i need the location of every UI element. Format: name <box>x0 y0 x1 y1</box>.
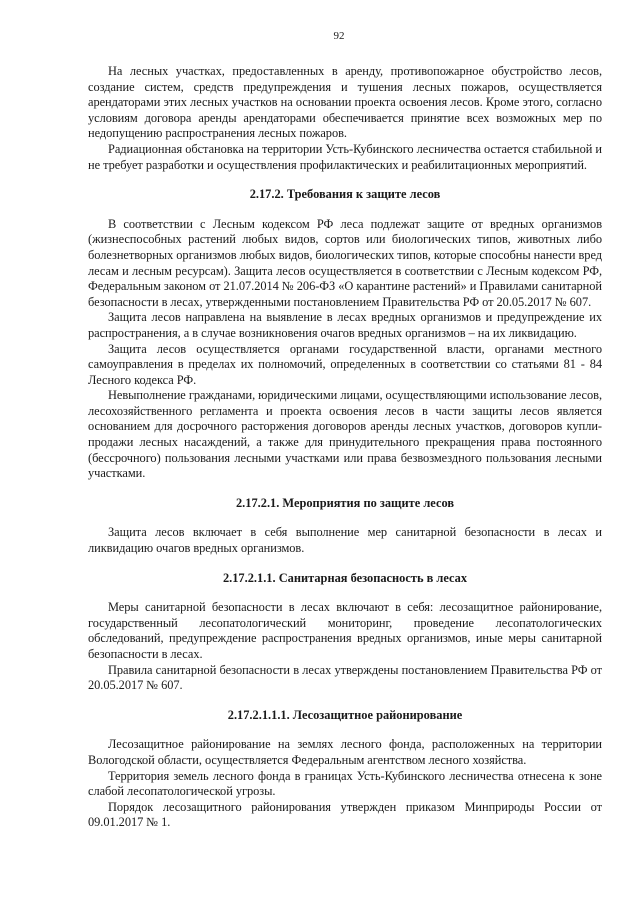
paragraph-forest-code: В соответствии с Лесным кодексом РФ леса подлежат защите от вредных организмов (жизнеспособных растений любых видов, сортов или биологических типов, животных либо болезнетворных организмов любых видов, биологических типов, которые способны нанести вред лесам и лесным ресурсам). Защита лесов осуществляется в соответствии с Лесным кодексом РФ, Федеральным законом от 21.07.2014 № 206-ФЗ «О карантине растений» и Правилами санитарной безопасности в лесах, утвержденными постановлением Правительства РФ от 20.05.2017 № 607. <box>88 216 602 309</box>
paragraph-protection-aim: Защита лесов направлена на выявление в лесах вредных организмов и предупреждение их распространения, а в случае возникновения очагов вредных организмов – на их ликвидацию. <box>88 310 602 340</box>
paragraph-sanitary-measures: Меры санитарной безопасности в лесах включают в себя: лесозащитное районирование, государственный лесопатологический мониторинг, проведение лесопатологических обследований, предупреждение распространения вредных организмов, иные меры санитарной безопасности в лесах. <box>88 600 602 661</box>
paragraph-lease-fire-safety: На лесных участках, предоставленных в аренду, противопожарное обустройство лесов, создание систем, средств предупреждения и тушения лесных пожаров, осуществляется арендаторами этих лесных участков на основании проекта освоения лесов. Кроме этого, согласно условиям договора аренды арендаторами обеспечивается принятие всех возможных мер по недопущению распространения лесных пожаров. <box>88 64 602 141</box>
paragraph-authorities: Защита лесов осуществляется органами государственной власти, органами местного самоуправления в пределах их полномочий, определенных в соответствии со статьями 81 - 84 Лесного кодекса РФ. <box>88 341 602 387</box>
paragraph-threat-zone: Территория земель лесного фонда в границах Усть-Кубинского лесничества отнесена к зоне слабой лесопатологической угрозы. <box>88 768 602 799</box>
paragraph-zoning-agency: Лесозащитное районирование на землях лесного фонда, расположенных на территории Вологодской области, осуществляется Федеральным агентством лесного хозяйства. <box>88 737 602 767</box>
heading-protection-measures: 2.17.2.1. Мероприятия по защите лесов <box>235 495 455 510</box>
heading-forest-zoning: 2.17.2.1.1.1. Лесозащитное районирование <box>227 707 463 722</box>
page-number: 92 <box>333 30 345 42</box>
paragraph-non-compliance: Невыполнение гражданами, юридическими лицами, осуществляющими использование лесов, лесохозяйственного регламента и проекта освоения лесов в части защиты лесов является основанием для досрочного расторжения договоров аренды лесных участков, договоров купли-продажи лесных насаждений, а также для принудительного прекращения права постоянного (бессрочного) пользования лесными участками или права безвозмездного пользования лесными участками. <box>88 388 602 481</box>
heading-forest-protection-requirements: 2.17.2. Требования к защите лесов <box>249 187 441 202</box>
paragraph-radiation: Радиационная обстановка на территории Усть-Кубинского лесничества остается стабильной и не требует разработки и осуществления профилактических и реабилитационных мероприятий. <box>88 141 602 172</box>
heading-sanitary-safety: 2.17.2.1.1. Санитарная безопасность в лесах <box>222 570 468 585</box>
paragraph-protection-includes: Защита лесов включает в себя выполнение мер санитарной безопасности в лесах и ликвидацию очагов вредных организмов. <box>88 525 602 556</box>
paragraph-sanitary-rules: Правила санитарной безопасности в лесах утверждены постановлением Правительства РФ от 20.05.2017 № 607. <box>88 662 602 693</box>
paragraph-zoning-order: Порядок лесозащитного районирования утвержден приказом Минприроды России от 09.01.2017 № 1. <box>88 799 602 830</box>
